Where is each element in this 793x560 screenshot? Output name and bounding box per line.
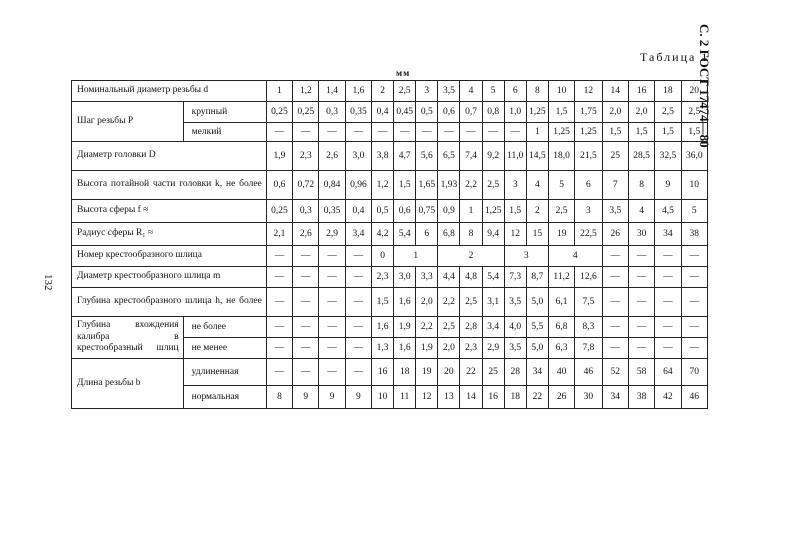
value-cell: 1,2 xyxy=(293,81,319,102)
row-pitch-coarse xyxy=(72,102,708,123)
value-cell: 6,8 xyxy=(548,317,574,338)
value-cell: — xyxy=(293,267,319,288)
value-cell: 5,4 xyxy=(394,223,416,246)
value-cell: 3,4 xyxy=(345,223,371,246)
value-cell: — xyxy=(681,317,707,338)
value-cell: 28 xyxy=(504,359,526,386)
value-cell: 6,8 xyxy=(438,223,460,246)
value-cell: 38 xyxy=(681,223,707,246)
value-cell: 2,0 xyxy=(628,102,654,123)
value-cell: 3,5 xyxy=(504,288,526,317)
value-cell: 4,7 xyxy=(394,142,416,171)
value-cell: 5 xyxy=(681,200,707,223)
value-cell: 0,75 xyxy=(416,200,438,223)
row-sphere-radius xyxy=(72,223,708,246)
recess-number-cell: — xyxy=(293,246,319,267)
value-cell: 9 xyxy=(293,386,319,409)
value-cell: 1,5 xyxy=(628,123,654,142)
label-coarse: крупный xyxy=(183,102,266,123)
value-cell: 16 xyxy=(482,386,504,409)
value-cell: 0,5 xyxy=(416,102,438,123)
value-cell: — xyxy=(438,123,460,142)
value-cell: 8,7 xyxy=(526,267,548,288)
value-cell: 1,25 xyxy=(548,123,574,142)
value-cell: 6 xyxy=(416,223,438,246)
value-cell: 0,72 xyxy=(293,171,319,200)
value-cell: 4 xyxy=(460,81,482,102)
value-cell: — xyxy=(681,267,707,288)
value-cell: 9 xyxy=(319,386,345,409)
value-cell: 1,25 xyxy=(482,200,504,223)
row-recess-diameter xyxy=(72,267,708,288)
value-cell: 26 xyxy=(548,386,574,409)
value-cell: 12 xyxy=(416,386,438,409)
value-cell: 6,1 xyxy=(548,288,574,317)
value-cell: 3,0 xyxy=(394,267,416,288)
value-cell: — xyxy=(628,267,654,288)
label-normal: нормальная xyxy=(183,386,266,409)
value-cell: 5,6 xyxy=(416,142,438,171)
value-cell: — xyxy=(293,317,319,338)
value-cell: 2 xyxy=(526,200,548,223)
value-cell: 28,5 xyxy=(628,142,654,171)
value-cell: 1,65 xyxy=(416,171,438,200)
value-cell: 2,5 xyxy=(655,102,681,123)
value-cell: 1,5 xyxy=(372,288,394,317)
value-cell: 26 xyxy=(602,223,628,246)
value-cell: 4,0 xyxy=(504,317,526,338)
value-cell: 8 xyxy=(460,223,482,246)
value-cell: 2,3 xyxy=(293,142,319,171)
value-cell: 0,3 xyxy=(293,200,319,223)
value-cell: 12,6 xyxy=(575,267,602,288)
label-recess-diameter: Диаметр крестообразного шлица m xyxy=(72,267,267,288)
value-cell: 20 xyxy=(681,81,707,102)
value-cell: 58 xyxy=(628,359,654,386)
value-cell: 10 xyxy=(548,81,574,102)
value-cell: 2,1 xyxy=(266,223,292,246)
value-cell: 4,5 xyxy=(655,200,681,223)
value-cell: 2,9 xyxy=(319,223,345,246)
page-number: 132 xyxy=(42,274,54,291)
value-cell: 9 xyxy=(655,171,681,200)
recess-number-cell: — xyxy=(345,246,371,267)
unit-label: мм xyxy=(396,68,411,78)
value-cell: 6,3 xyxy=(548,338,574,359)
value-cell: 18 xyxy=(504,386,526,409)
value-cell: 1,9 xyxy=(266,142,292,171)
value-cell: 34 xyxy=(526,359,548,386)
row-sphere-height xyxy=(72,200,708,223)
value-cell: 70 xyxy=(681,359,707,386)
value-cell: 1,6 xyxy=(345,81,371,102)
value-cell: 7,5 xyxy=(575,288,602,317)
value-cell: 1,5 xyxy=(681,123,707,142)
value-cell: 7,3 xyxy=(504,267,526,288)
label-thread-pitch: Шаг резьбы P xyxy=(72,102,184,142)
value-cell: 4 xyxy=(628,200,654,223)
value-cell: 14,5 xyxy=(526,142,548,171)
value-cell: 22,5 xyxy=(575,223,602,246)
value-cell: 3,8 xyxy=(372,142,394,171)
row-gauge-not-more xyxy=(72,317,708,338)
value-cell: 25 xyxy=(482,359,504,386)
value-cell: 1,9 xyxy=(394,317,416,338)
value-cell: 22 xyxy=(526,386,548,409)
value-cell: 1,6 xyxy=(394,338,416,359)
value-cell: 8 xyxy=(266,386,292,409)
value-cell: 5,4 xyxy=(482,267,504,288)
value-cell: 2,0 xyxy=(602,102,628,123)
value-cell: 5 xyxy=(482,81,504,102)
row-head-height xyxy=(72,171,708,200)
value-cell: 5,0 xyxy=(526,288,548,317)
value-cell: 7,4 xyxy=(460,142,482,171)
recess-number-cell: 2 xyxy=(438,246,504,267)
value-cell: 12 xyxy=(504,223,526,246)
value-cell: 0,3 xyxy=(319,102,345,123)
value-cell: 4 xyxy=(526,171,548,200)
value-cell: 1,6 xyxy=(394,288,416,317)
value-cell: — xyxy=(319,317,345,338)
value-cell: 21,5 xyxy=(575,142,602,171)
value-cell: 5,5 xyxy=(526,317,548,338)
value-cell: — xyxy=(655,288,681,317)
value-cell: 2,2 xyxy=(416,317,438,338)
value-cell: 18 xyxy=(394,359,416,386)
value-cell: — xyxy=(602,338,628,359)
value-cell: — xyxy=(628,338,654,359)
value-cell: 1,5 xyxy=(602,123,628,142)
label-nominal-diameter: Номинальный диаметр резьбы d xyxy=(72,81,267,102)
label-extended: удлиненная xyxy=(183,359,266,386)
value-cell: 4,8 xyxy=(460,267,482,288)
recess-number-cell: 4 xyxy=(548,246,602,267)
value-cell: 0,45 xyxy=(394,102,416,123)
value-cell: 1,5 xyxy=(548,102,574,123)
value-cell: 18 xyxy=(655,81,681,102)
value-cell: 1,93 xyxy=(438,171,460,200)
value-cell: — xyxy=(266,267,292,288)
value-cell: — xyxy=(655,317,681,338)
value-cell: — xyxy=(345,338,371,359)
value-cell: — xyxy=(460,123,482,142)
value-cell: 10 xyxy=(681,171,707,200)
value-cell: 6 xyxy=(504,81,526,102)
value-cell: — xyxy=(319,359,345,386)
value-cell: 1,9 xyxy=(416,338,438,359)
row-recess-number xyxy=(72,246,708,267)
value-cell: — xyxy=(319,338,345,359)
value-cell: 2,8 xyxy=(460,317,482,338)
value-cell: — xyxy=(504,123,526,142)
label-not-more: не более xyxy=(183,317,266,338)
value-cell: — xyxy=(681,338,707,359)
value-cell: 30 xyxy=(628,223,654,246)
row-nominal-diameter xyxy=(72,81,708,102)
value-cell: 2,5 xyxy=(681,102,707,123)
value-cell: 8 xyxy=(628,171,654,200)
value-cell: — xyxy=(293,338,319,359)
value-cell: 1,25 xyxy=(526,102,548,123)
value-cell: 3 xyxy=(504,171,526,200)
value-cell: 2,2 xyxy=(438,288,460,317)
value-cell: — xyxy=(602,317,628,338)
value-cell: 19 xyxy=(548,223,574,246)
value-cell: 5 xyxy=(548,171,574,200)
recess-number-cell: 3 xyxy=(504,246,548,267)
value-cell: 0,4 xyxy=(372,102,394,123)
value-cell: — xyxy=(293,288,319,317)
dimensions-table xyxy=(71,80,708,409)
label-sphere-height: Высота сферы f ≈ xyxy=(72,200,267,223)
value-cell: — xyxy=(655,267,681,288)
value-cell: 3,0 xyxy=(345,142,371,171)
value-cell: 2 xyxy=(372,81,394,102)
value-cell: 0,6 xyxy=(394,200,416,223)
value-cell: 2,6 xyxy=(293,223,319,246)
recess-number-cell: — xyxy=(602,246,628,267)
value-cell: 2,3 xyxy=(372,267,394,288)
value-cell: — xyxy=(372,123,394,142)
value-cell: 9 xyxy=(345,386,371,409)
label-head-height: Высота потайной части головки k, не более xyxy=(72,171,267,200)
value-cell: 0,35 xyxy=(345,102,371,123)
value-cell: 3 xyxy=(416,81,438,102)
value-cell: 32,5 xyxy=(655,142,681,171)
label-thread-length: Длина резьбы b xyxy=(72,359,184,409)
value-cell: 0,5 xyxy=(372,200,394,223)
value-cell: 2,9 xyxy=(482,338,504,359)
label-gauge-depth: Глубина вхождения калибра в крестообразный шлиц xyxy=(72,317,184,359)
value-cell: — xyxy=(319,288,345,317)
value-cell: 4,4 xyxy=(438,267,460,288)
value-cell: — xyxy=(345,359,371,386)
value-cell: 3 xyxy=(575,200,602,223)
value-cell: — xyxy=(345,123,371,142)
value-cell: 52 xyxy=(602,359,628,386)
recess-number-cell: 1 xyxy=(394,246,438,267)
recess-number-cell: — xyxy=(266,246,292,267)
value-cell: 5,0 xyxy=(526,338,548,359)
value-cell: 6 xyxy=(575,171,602,200)
value-cell: 2,5 xyxy=(482,171,504,200)
value-cell: 0,9 xyxy=(438,200,460,223)
value-cell: 64 xyxy=(655,359,681,386)
value-cell: 1 xyxy=(460,200,482,223)
value-cell: — xyxy=(266,317,292,338)
value-cell: 0,25 xyxy=(293,102,319,123)
value-cell: 18,0 xyxy=(548,142,574,171)
value-cell: — xyxy=(655,338,681,359)
value-cell: 13 xyxy=(438,386,460,409)
label-not-less: не менее xyxy=(183,338,266,359)
value-cell: 7 xyxy=(602,171,628,200)
value-cell: — xyxy=(416,123,438,142)
label-fine: мелкий xyxy=(183,123,266,142)
value-cell: — xyxy=(345,267,371,288)
value-cell: 2,5 xyxy=(460,288,482,317)
value-cell: 3,5 xyxy=(602,200,628,223)
value-cell: 0,35 xyxy=(319,200,345,223)
value-cell: 40 xyxy=(548,359,574,386)
value-cell: 10 xyxy=(372,386,394,409)
value-cell: 1,4 xyxy=(319,81,345,102)
value-cell: 0,7 xyxy=(460,102,482,123)
recess-number-cell: 0 xyxy=(372,246,394,267)
value-cell: 1,5 xyxy=(655,123,681,142)
side-header: С. 2 ГОСТ 17474—80 xyxy=(697,24,712,148)
value-cell: 1 xyxy=(266,81,292,102)
value-cell: 1,0 xyxy=(504,102,526,123)
value-cell: 22 xyxy=(460,359,482,386)
label-recess-number: Номер крестообразного шлица xyxy=(72,246,267,267)
value-cell: — xyxy=(266,338,292,359)
value-cell: 15 xyxy=(526,223,548,246)
value-cell: 1,25 xyxy=(575,123,602,142)
value-cell: — xyxy=(293,359,319,386)
value-cell: 0,6 xyxy=(266,171,292,200)
value-cell: 30 xyxy=(575,386,602,409)
value-cell: 11 xyxy=(394,386,416,409)
value-cell: — xyxy=(319,267,345,288)
value-cell: 9,2 xyxy=(482,142,504,171)
value-cell: 1,5 xyxy=(504,200,526,223)
recess-number-cell: — xyxy=(319,246,345,267)
value-cell: 12 xyxy=(575,81,602,102)
recess-number-cell: — xyxy=(681,246,707,267)
value-cell: 2,2 xyxy=(460,171,482,200)
value-cell: — xyxy=(293,123,319,142)
value-cell: 16 xyxy=(628,81,654,102)
value-cell: 3,5 xyxy=(438,81,460,102)
value-cell: 0,6 xyxy=(438,102,460,123)
table-title: Таблица 1 xyxy=(640,50,710,64)
value-cell: — xyxy=(266,288,292,317)
value-cell: 8 xyxy=(526,81,548,102)
label-recess-depth: Глубина крестообразного шлица h, не более xyxy=(72,288,267,317)
value-cell: 20 xyxy=(438,359,460,386)
value-cell: 0,8 xyxy=(482,102,504,123)
value-cell: 36,0 xyxy=(681,142,707,171)
value-cell: 2,3 xyxy=(460,338,482,359)
value-cell: 19 xyxy=(416,359,438,386)
value-cell: 0,25 xyxy=(266,102,292,123)
value-cell: 14 xyxy=(602,81,628,102)
value-cell: 2,5 xyxy=(548,200,574,223)
value-cell: 0,25 xyxy=(266,200,292,223)
value-cell: 11,0 xyxy=(504,142,526,171)
value-cell: — xyxy=(345,288,371,317)
value-cell: 0,4 xyxy=(345,200,371,223)
value-cell: 1 xyxy=(526,123,548,142)
value-cell: 1,6 xyxy=(372,317,394,338)
value-cell: 2,6 xyxy=(319,142,345,171)
value-cell: — xyxy=(602,267,628,288)
value-cell: — xyxy=(266,123,292,142)
value-cell: 2,5 xyxy=(438,317,460,338)
value-cell: — xyxy=(266,359,292,386)
recess-number-cell: — xyxy=(655,246,681,267)
label-head-diameter: Диаметр головки D xyxy=(72,142,267,171)
value-cell: 1,3 xyxy=(372,338,394,359)
value-cell: 6,5 xyxy=(438,142,460,171)
value-cell: — xyxy=(345,317,371,338)
value-cell: 16 xyxy=(372,359,394,386)
value-cell: 38 xyxy=(628,386,654,409)
value-cell: 25 xyxy=(602,142,628,171)
value-cell: — xyxy=(602,288,628,317)
value-cell: — xyxy=(628,288,654,317)
row-recess-depth xyxy=(72,288,708,317)
value-cell: — xyxy=(394,123,416,142)
value-cell: 1,75 xyxy=(575,102,602,123)
value-cell: 42 xyxy=(655,386,681,409)
row-head-diameter xyxy=(72,142,708,171)
value-cell: 3,1 xyxy=(482,288,504,317)
value-cell: 4,2 xyxy=(372,223,394,246)
value-cell: — xyxy=(482,123,504,142)
value-cell: 1,5 xyxy=(394,171,416,200)
value-cell: 46 xyxy=(681,386,707,409)
value-cell: 46 xyxy=(575,359,602,386)
value-cell: 34 xyxy=(655,223,681,246)
value-cell: 1,2 xyxy=(372,171,394,200)
value-cell: 2,0 xyxy=(438,338,460,359)
value-cell: 3,4 xyxy=(482,317,504,338)
value-cell: 3,5 xyxy=(504,338,526,359)
value-cell: — xyxy=(628,317,654,338)
value-cell: 0,96 xyxy=(345,171,371,200)
value-cell: 9,4 xyxy=(482,223,504,246)
row-length-extended xyxy=(72,359,708,386)
value-cell: 2,5 xyxy=(394,81,416,102)
value-cell: — xyxy=(681,288,707,317)
value-cell: 3,3 xyxy=(416,267,438,288)
recess-number-cell: — xyxy=(628,246,654,267)
value-cell: 11,2 xyxy=(548,267,574,288)
value-cell: 7,8 xyxy=(575,338,602,359)
value-cell: 2,0 xyxy=(416,288,438,317)
value-cell: 8,3 xyxy=(575,317,602,338)
value-cell: 0,84 xyxy=(319,171,345,200)
label-sphere-radius: Радиус сферы R₁ ≈ xyxy=(72,223,267,246)
value-cell: — xyxy=(319,123,345,142)
value-cell: 14 xyxy=(460,386,482,409)
value-cell: 34 xyxy=(602,386,628,409)
